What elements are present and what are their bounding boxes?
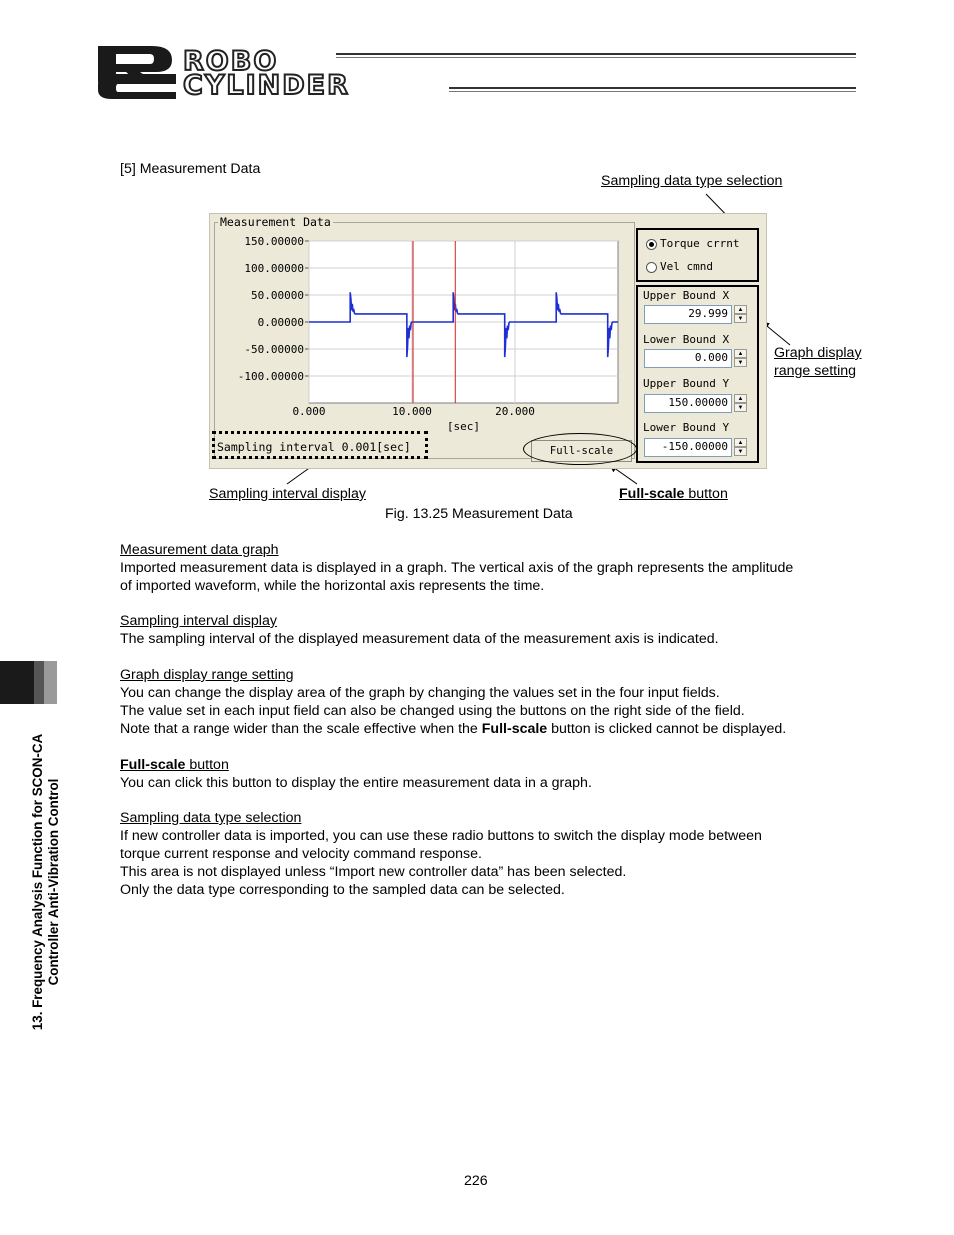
lower-bound-x-label: Lower Bound X: [643, 333, 730, 346]
logo-text-cylinder: CYLINDER: [183, 70, 350, 101]
full-scale-button[interactable]: Full-scale: [531, 440, 632, 462]
logo-text-robo: ROBO: [183, 46, 279, 77]
side-tab-marker: [0, 661, 34, 704]
side-tab-marker: [34, 661, 44, 704]
page-number: 226: [464, 1173, 488, 1189]
spin-down-icon[interactable]: ▼: [734, 447, 747, 456]
radio-velocity-command[interactable]: [646, 262, 657, 273]
lower-bound-y-spinner[interactable]: [734, 438, 747, 457]
callout-fullscale-bold: Full-scale: [619, 486, 685, 502]
section-range-setting: [120, 666, 880, 738]
note-bold: Full-scale: [481, 721, 548, 737]
section-text: You can click this button to display the entire measurement data in a graph.: [120, 775, 592, 791]
x-tick-label: 10.000: [392, 405, 432, 418]
upper-bound-y-spinner[interactable]: [734, 394, 747, 413]
callout-sampling-type: Sampling data type selection: [601, 173, 783, 189]
upper-bound-x-label: Upper Bound X: [643, 289, 730, 302]
section-text: Imported measurement data is displayed in a graph. The vertical axis of the graph represents the amplitude: [120, 560, 794, 576]
lower-bound-x-spinner[interactable]: [734, 349, 747, 368]
section-text: If new controller data is imported, you can use these radio buttons to switch the display mode between: [120, 828, 762, 844]
sampling-interval-display: Sampling interval 0.001[sec]: [217, 440, 411, 454]
y-tick-label: 150.00000: [244, 235, 304, 248]
section-heading: Sampling data type selection: [120, 810, 302, 826]
side-chapter-line: 13. Frequency Analysis Function for SCON-CA: [30, 733, 45, 1031]
section-heading: [120, 756, 880, 774]
section-heading: Sampling interval display: [120, 613, 277, 629]
spin-up-icon[interactable]: ▲: [734, 349, 747, 358]
section-text: This area is not displayed unless “Import new controller data” has been selected.: [120, 864, 627, 880]
side-tab-marker: [44, 661, 57, 704]
section-heading-bold: Full-scale: [120, 757, 186, 773]
note-text: button is clicked cannot be displayed.: [547, 721, 787, 737]
section-text: You can change the display area of the graph by changing the values set in the four input fields.: [120, 685, 720, 701]
upper-bound-y-input[interactable]: 150.00000: [644, 394, 732, 413]
x-tick-label: 20.000: [495, 405, 535, 418]
groupbox-title: Measurement Data: [220, 215, 331, 229]
y-tick-label: 50.00000: [251, 289, 304, 302]
section-heading: Graph display range setting: [120, 667, 294, 683]
y-tick-label: -100.00000: [237, 370, 304, 383]
side-chapter-line: Controller Anti-Vibration Control: [46, 778, 61, 986]
radio-torque-current[interactable]: [646, 239, 657, 250]
spin-up-icon[interactable]: ▲: [734, 305, 747, 314]
section-text: of imported waveform, while the horizontal axis represents the time.: [120, 578, 545, 594]
figure-caption: Fig. 13.25 Measurement Data: [385, 506, 573, 522]
measurement-graph[interactable]: [210, 232, 630, 432]
section-heading: Measurement data graph: [120, 542, 279, 558]
section-text: torque current response and velocity command response.: [120, 846, 482, 862]
section-sampling-interval: [120, 612, 880, 648]
section-text: The value set in each input field can also be changed using the buttons on the right side of the field.: [120, 703, 745, 719]
graph-grid: [305, 241, 618, 403]
section-heading-rest: button: [185, 757, 229, 773]
section-title: [5] Measurement Data: [120, 161, 261, 177]
x-tick-label: 0.000: [292, 405, 326, 418]
spin-down-icon[interactable]: ▼: [734, 314, 747, 323]
callout-range-setting: Graph display: [774, 345, 862, 361]
section-fullscale: [120, 756, 880, 792]
y-tick-label: 100.00000: [244, 262, 304, 275]
callout-fullscale-rest: button: [684, 486, 728, 502]
graph-range-group: [636, 285, 759, 463]
side-chapter-label: [30, 702, 62, 1062]
section-measurement-graph: [120, 541, 880, 595]
radio-torque-label: Torque crrnt: [660, 237, 740, 250]
section-sampling-type: [120, 809, 880, 899]
x-axis-label: [sec]: [446, 420, 481, 432]
lower-bound-y-label: Lower Bound Y: [643, 421, 730, 434]
spin-up-icon[interactable]: ▲: [734, 438, 747, 447]
lower-bound-x-input[interactable]: 0.000: [644, 349, 732, 368]
upper-bound-x-spinner[interactable]: [734, 305, 747, 324]
lower-bound-y-input[interactable]: -150.00000: [644, 438, 732, 457]
upper-bound-y-label: Upper Bound Y: [643, 377, 730, 390]
note-text: Note that a range wider than the scale effective when the: [120, 721, 482, 737]
y-tick-label: -50.00000: [244, 343, 304, 356]
callout-sampling-interval: Sampling interval display: [209, 486, 366, 502]
callout-range-setting: range setting: [774, 363, 857, 379]
section-text: Only the data type corresponding to the sampled data can be selected.: [120, 882, 565, 898]
y-tick-label: 0.00000: [257, 316, 304, 329]
spin-down-icon[interactable]: ▼: [734, 358, 747, 367]
sampling-type-group: [636, 228, 759, 282]
radio-vel-label: Vel cmnd: [660, 260, 713, 273]
section-note: [120, 720, 880, 738]
spin-down-icon[interactable]: ▼: [734, 403, 747, 412]
upper-bound-x-input[interactable]: 29.999: [644, 305, 732, 324]
spin-up-icon[interactable]: ▲: [734, 394, 747, 403]
section-text: The sampling interval of the displayed measurement data of the measurement axis is indicated.: [120, 631, 719, 647]
full-scale-highlight: [523, 433, 637, 465]
